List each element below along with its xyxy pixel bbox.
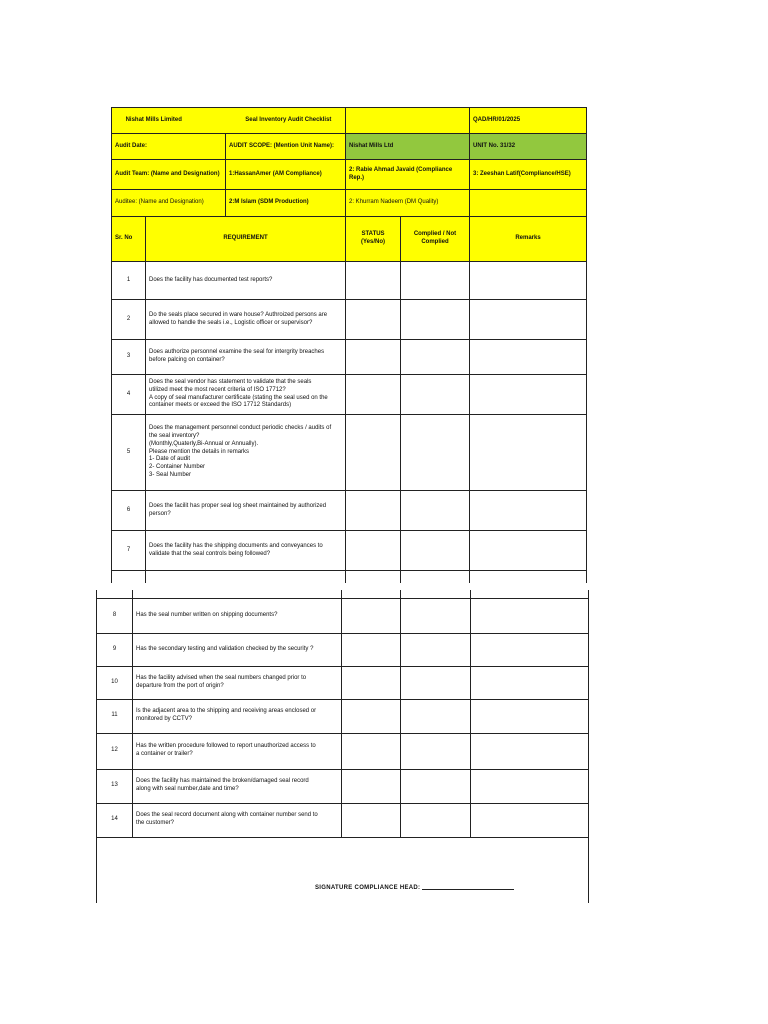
- status-cell[interactable]: [346, 531, 401, 571]
- row-number: 1: [112, 262, 146, 300]
- auditee-2: 2: Khurram Nadeem (DM Quality): [346, 190, 470, 217]
- complied-cell[interactable]: [401, 803, 471, 837]
- table-row: [112, 531, 587, 571]
- requirement-text: Is the adjacent area to the shipping and receiving areas enclosed or monitored by CCTV?: [133, 699, 342, 733]
- table-row: [97, 598, 589, 633]
- table-row: [112, 262, 587, 300]
- row-number: 6: [112, 491, 146, 531]
- row-number: 2: [112, 300, 146, 340]
- requirement-text: Do the seals place secured in ware house? Authroized persons are allowed to handle the seals i.e., Logistic officer or supervisor?: [146, 300, 346, 340]
- table-row: [112, 415, 587, 491]
- col-header-remarks: Remarks: [470, 217, 587, 262]
- col-header-complied: Complied / Not Complied: [401, 217, 470, 262]
- audit-date-label: Audit Date:: [112, 134, 226, 160]
- unit-name: Nishat Mills Ltd: [346, 134, 470, 160]
- status-cell[interactable]: [342, 699, 401, 733]
- row-number: 7: [112, 531, 146, 571]
- remarks-cell[interactable]: [471, 803, 589, 837]
- row-number: 13: [97, 769, 133, 803]
- row-number: 9: [97, 633, 133, 666]
- complied-cell[interactable]: [401, 415, 470, 491]
- signature-block: [315, 885, 514, 891]
- complied-cell[interactable]: [401, 375, 470, 415]
- table-row: [112, 491, 587, 531]
- remarks-cell[interactable]: [470, 415, 587, 491]
- status-cell[interactable]: [342, 633, 401, 666]
- row-number: 4: [112, 375, 146, 415]
- requirement-text: Does authorize personnel examine the seal for intergrity breaches before palcing on container?: [146, 340, 346, 375]
- status-cell[interactable]: [342, 803, 401, 837]
- remarks-cell[interactable]: [470, 531, 587, 571]
- remarks-cell[interactable]: [471, 598, 589, 633]
- remarks-cell[interactable]: [471, 666, 589, 699]
- requirement-text: Does the seal vendor has statement to validate that the seals utilized meet the most recent criteria of ISO 17712? A copy of seal manufacturer certificate (stating the seal used on the container meets or exceed the ISO 17712 Standards): [146, 375, 346, 415]
- requirement-text: Does the facility has documented test reports?: [146, 262, 346, 300]
- col-header-status: STATUS (Yes/No): [346, 217, 401, 262]
- audit-team-member-2: 2: Rabie Ahmad Javaid (Compliance Rep.): [346, 160, 470, 190]
- checklist-table-top: [111, 107, 587, 583]
- table-row: [97, 769, 589, 803]
- auditee-label: Auditee: (Name and Designation): [112, 190, 226, 217]
- table-row: [97, 633, 589, 666]
- remarks-cell[interactable]: [470, 262, 587, 300]
- remarks-cell[interactable]: [470, 340, 587, 375]
- table-row: [97, 699, 589, 733]
- col-header-sr: Sr. No: [112, 217, 146, 262]
- remarks-cell[interactable]: [471, 733, 589, 769]
- status-cell[interactable]: [346, 491, 401, 531]
- row-number: 5: [112, 415, 146, 491]
- complied-cell[interactable]: [401, 598, 471, 633]
- table-row: [112, 375, 587, 415]
- status-cell[interactable]: [342, 598, 401, 633]
- row-number: 8: [97, 598, 133, 633]
- auditee-1: 2:M Islam (SDM Production): [226, 190, 346, 217]
- complied-cell[interactable]: [401, 633, 471, 666]
- checklist-table-bottom: [96, 590, 589, 903]
- complied-cell[interactable]: [401, 262, 470, 300]
- table-row: [97, 666, 589, 699]
- requirement-text: Does the facility has the shipping documents and conveyances to validate that the seal controls being followed?: [146, 531, 346, 571]
- complied-cell[interactable]: [401, 340, 470, 375]
- complied-cell[interactable]: [401, 733, 471, 769]
- status-cell[interactable]: [346, 375, 401, 415]
- complied-cell[interactable]: [401, 491, 470, 531]
- row-number: 10: [97, 666, 133, 699]
- status-cell[interactable]: [346, 300, 401, 340]
- requirement-text: Has the written procedure followed to report unauthorized access to a container or trailer?: [133, 733, 342, 769]
- remarks-cell[interactable]: [470, 491, 587, 531]
- row-number: 3: [112, 340, 146, 375]
- audit-scope-label: AUDIT SCOPE: (Mention Unit Name):: [226, 134, 346, 160]
- remarks-cell[interactable]: [470, 375, 587, 415]
- complied-cell[interactable]: [401, 531, 470, 571]
- complied-cell[interactable]: [401, 666, 471, 699]
- signature-line[interactable]: [422, 889, 514, 890]
- complied-cell[interactable]: [401, 769, 471, 803]
- checklist-title: Seal Inventory Audit Checklist: [245, 116, 332, 123]
- requirement-text: Has the seal number written on shipping documents?: [133, 598, 342, 633]
- audit-team-member-3: 3: Zeeshan Latif(Compliance/HSE): [470, 160, 587, 190]
- requirement-text: Has the facility advised when the seal numbers changed prior to departure from the port of origin?: [133, 666, 342, 699]
- table-row: [112, 340, 587, 375]
- requirement-text: Does the facility has maintained the broken/damaged seal record along with seal number,date and time?: [133, 769, 342, 803]
- complied-cell[interactable]: [401, 300, 470, 340]
- table-row: [112, 300, 587, 340]
- status-cell[interactable]: [342, 769, 401, 803]
- unit-number: UNIT No. 31/32: [470, 134, 587, 160]
- complied-cell[interactable]: [401, 699, 471, 733]
- row-number: 12: [97, 733, 133, 769]
- status-cell[interactable]: [346, 415, 401, 491]
- table-row: [97, 733, 589, 769]
- remarks-cell[interactable]: [470, 300, 587, 340]
- remarks-cell[interactable]: [471, 769, 589, 803]
- remarks-cell[interactable]: [471, 633, 589, 666]
- signature-label: SIGNATURE COMPLIANCE HEAD:: [315, 885, 421, 891]
- status-cell[interactable]: [342, 666, 401, 699]
- document-code: QAD/HR/01/2025: [470, 108, 587, 134]
- requirement-text: Does the facilit has proper seal log sheet maintained by authorized person?: [146, 491, 346, 531]
- row-number: 11: [97, 699, 133, 733]
- status-cell[interactable]: [342, 733, 401, 769]
- status-cell[interactable]: [346, 340, 401, 375]
- audit-team-member-1: 1:HassanAmer (AM Compliance): [226, 160, 346, 190]
- requirement-text: Does the seal record document along with container number send to the customer?: [133, 803, 342, 837]
- company-name: Nishat Mills Limited Seal Inventory Audit Checklist: [112, 108, 346, 134]
- signature-row: [97, 837, 589, 903]
- col-header-requirement: REQUIREMENT: [146, 217, 346, 262]
- remarks-cell[interactable]: [471, 699, 589, 733]
- status-cell[interactable]: [346, 262, 401, 300]
- audit-team-label: Audit Team: (Name and Designation): [112, 160, 226, 190]
- requirement-text: Has the secondary testing and validation checked by the security ?: [133, 633, 342, 666]
- requirement-text: Does the management personnel conduct periodic checks / audits of the seal inventory? (Monthly,Quaterly,Bi-Annual or Annually). Please mention the details in remarks 1- Date of audit 2- Container Number 3- Seal Number: [146, 415, 346, 491]
- row-number: 14: [97, 803, 133, 837]
- table-row: [97, 803, 589, 837]
